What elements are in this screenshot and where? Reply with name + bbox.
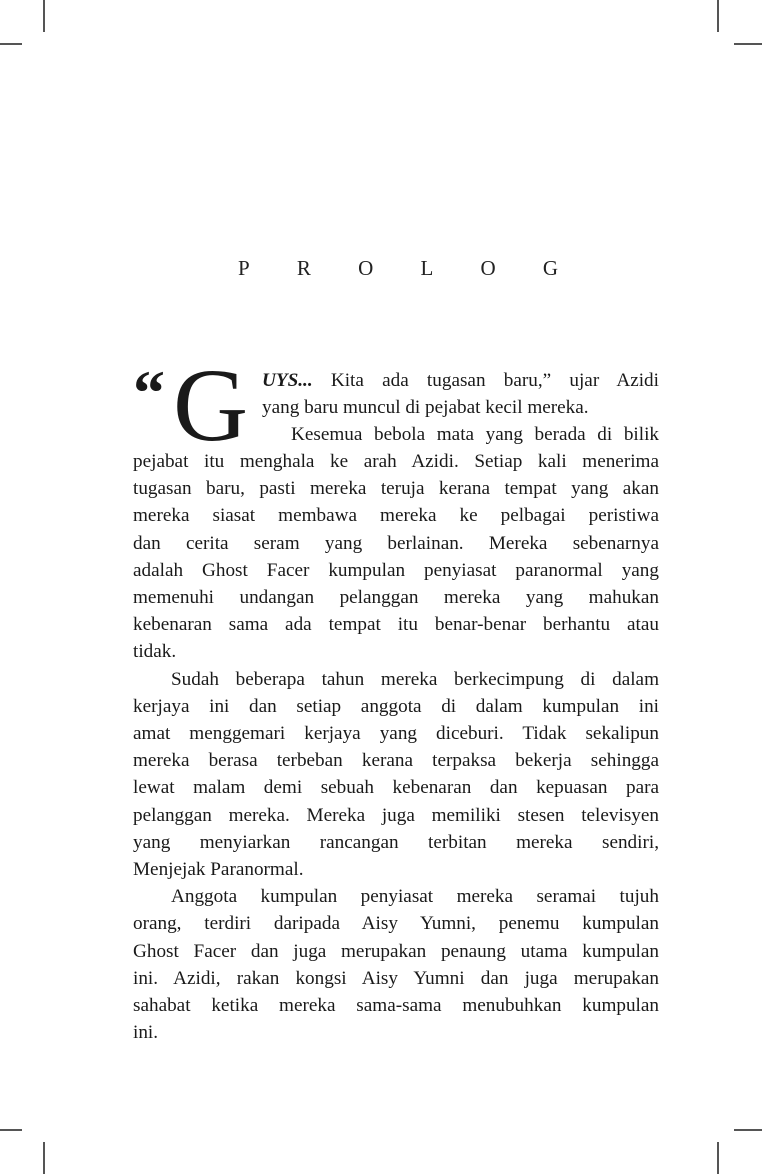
- crop-mark-bottom-right-horizontal: [734, 1129, 762, 1131]
- text-line: Sudah beberapa tahun mereka berkecimpung di dalam: [171, 668, 659, 690]
- text-line: lewat malam demi sebuah kebenaran dan kepuasan para: [133, 777, 659, 799]
- text-line: pejabat itu menghala ke arah Azidi. Setiap kali menerima: [133, 451, 659, 472]
- text-line: Anggota kumpulan penyiasat mereka seramai tujuh: [171, 886, 659, 908]
- title-letter: O: [480, 256, 496, 280]
- paragraph-1: [133, 448, 659, 666]
- text-line: kerjaya ini dan setiap anggota di dalam kumpulan ini: [133, 695, 659, 717]
- text-line: mereka berasa terbeban kerana terpaksa bekerja sehingga: [133, 750, 659, 772]
- text-line: tugasan baru, pasti mereka teruja kerana tempat yang akan: [133, 478, 659, 500]
- opening-line-2: yang baru muncul di pejabat kecil mereka.: [262, 397, 589, 419]
- paragraph-2: [133, 666, 659, 884]
- paragraph-3: [133, 883, 659, 1046]
- opening-line-1: [262, 367, 659, 394]
- crop-mark-bottom-left-horizontal: [0, 1129, 22, 1131]
- crop-mark-top-right-horizontal: [734, 43, 762, 45]
- text-line: memenuhi undangan pelanggan mereka yang mahukan: [133, 587, 659, 609]
- title-letter: R: [296, 256, 311, 280]
- text-line: amat menggemari kerjaya yang diceburi. Tidak sekalipun: [133, 723, 659, 745]
- text-line: mereka siasat membawa mereka ke pelbagai peristiwa: [133, 505, 659, 527]
- text-line: yang menyiarkan rancangan terbitan mereka sendiri,: [133, 831, 659, 853]
- text-line: sahabat ketika mereka sama-sama menubuhkan kumpulan: [133, 995, 659, 1017]
- title-letter: G: [542, 256, 558, 280]
- crop-mark-top-right-vertical: [717, 0, 719, 32]
- body-text: [133, 348, 659, 1046]
- crop-mark-bottom-right-vertical: [717, 1142, 719, 1174]
- text-line: pelanggan mereka. Mereka juga memiliki stesen televisyen: [133, 804, 659, 826]
- opening-line-3: Kesemua bebola mata yang berada di bilik: [291, 424, 659, 446]
- open-quote: “: [133, 357, 159, 428]
- text-line: Menjejak Paranormal.: [133, 859, 304, 881]
- text-line: kebenaran sama ada tempat itu benar-benar berhantu atau: [133, 614, 659, 636]
- text-line: ini. Azidi, rakan kongsi Aisy Yumni dan juga merupakan: [133, 967, 659, 989]
- text-line: orang, terdiri daripada Aisy Yumni, penemu kumpulan: [133, 913, 659, 935]
- title-letter: L: [420, 256, 434, 280]
- crop-mark-bottom-left-vertical: [43, 1142, 45, 1174]
- text-line: tidak.: [133, 641, 177, 663]
- crop-mark-top-left-vertical: [43, 0, 45, 32]
- text-line: Ghost Facer dan juga merupakan penaung utama kumpulan: [133, 940, 659, 962]
- opening-line-1-text: Kita ada tugasan baru,” ujar Azidi: [312, 370, 659, 391]
- text-line: ini.: [133, 1022, 159, 1044]
- title-letter: O: [358, 256, 374, 280]
- text-line: adalah Ghost Facer kumpulan penyiasat paranormal yang: [133, 559, 659, 581]
- text-line: dan cerita seram yang berlainan. Mereka sebenarnya: [133, 532, 659, 554]
- title-letter: P: [238, 256, 250, 280]
- drop-cap: G: [173, 348, 249, 463]
- crop-mark-top-left-horizontal: [0, 43, 22, 45]
- opening-caps: UYS...: [262, 370, 313, 391]
- chapter-title: [238, 256, 558, 281]
